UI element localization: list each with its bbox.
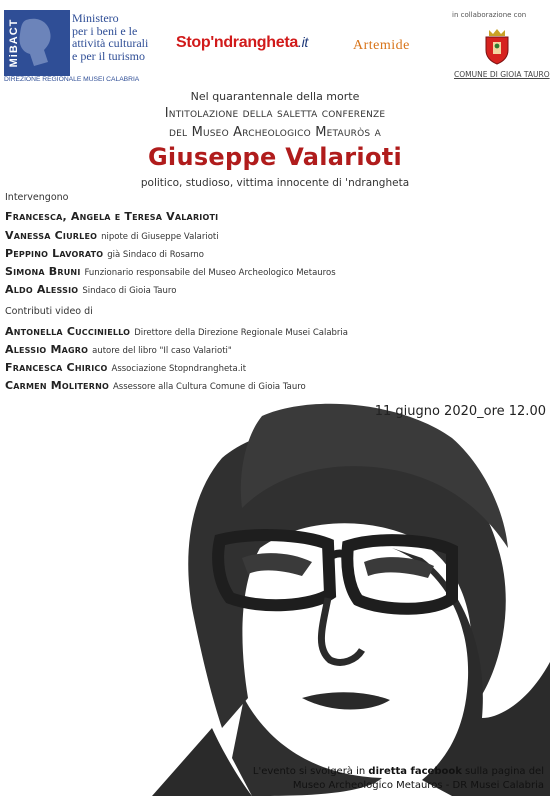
mibac-direction: DIREZIONE REGIONALE MUSEI CALABRIA (4, 76, 140, 83)
video-name: Francesca Chirico (5, 361, 108, 374)
speaker-name: Peppino Lavorato (5, 247, 104, 260)
mibac-line: e per il turismo (72, 48, 145, 63)
video-name: Carmen Moliterno (5, 379, 109, 392)
speaker-role: nipote di Giuseppe Valarioti (101, 232, 219, 242)
video-role: Associazione Stopndrangheta.it (111, 364, 247, 374)
comune-crest-icon (477, 26, 517, 66)
footer-bold: diretta facebook (368, 766, 462, 777)
footer-line-1 (253, 766, 544, 777)
speaker-row (5, 224, 219, 243)
comune-caption: COMUNE DI GIOIA TAURO (454, 70, 550, 79)
video-label: Contributi video di (5, 306, 93, 317)
speaker-name: Vanessa Ciurleo (5, 229, 98, 242)
video-row (5, 338, 232, 357)
mibac-line: Ministero (72, 11, 119, 25)
video-role: Assessore alla Cultura Comune di Gioia Tauro (112, 382, 306, 392)
speaker-name: Simona Bruni (5, 265, 81, 278)
speaker-row (5, 278, 176, 297)
stopndrangheta-logo (176, 34, 308, 52)
portrait-illustration (152, 398, 550, 796)
honoree-description: politico, studioso, vittima innocente di 'ndrangheta (140, 177, 410, 189)
video-row (5, 356, 246, 375)
mibac-vertical-mark: MiBACT (8, 18, 20, 68)
mibac-ministry-text (72, 12, 148, 62)
collaboration-label: in collaborazione con (452, 11, 527, 19)
video-row (5, 374, 306, 393)
speaker-role: già Sindaco di Rosarno (107, 250, 205, 260)
footer-pre: L'evento si svolgerà in (252, 766, 369, 777)
speaker-row (5, 260, 336, 279)
speaker-row (5, 205, 218, 224)
stop-logo-main: Stop'ndrangheta (176, 34, 298, 51)
speaker-role: Sindaco di Gioia Tauro (82, 286, 177, 296)
video-role: Direttore della Direzione Regionale Musei Calabria (134, 328, 348, 338)
mibac-line: per i beni e le (72, 23, 138, 38)
mibac-emblem (4, 10, 70, 76)
title-line-1: Intitolazione della saletta conferenze (164, 106, 386, 121)
title-line-2: del Museo Archeologico Metauròs a (169, 125, 381, 140)
artemide-logo: Artemide (353, 38, 410, 53)
mibac-line: attività culturali (72, 36, 149, 50)
video-name: Alessio Magro (5, 343, 89, 356)
footer-post: sulla pagina del (461, 766, 544, 777)
honoree-name: Giuseppe Valarioti (147, 143, 403, 171)
video-role: autore del libro "Il caso Valarioti" (92, 346, 232, 356)
speaker-row (5, 242, 204, 261)
video-row (5, 320, 348, 339)
footer-line-2: Museo Archeologico Metauros - DR Musei Calabria (292, 780, 544, 791)
speaker-role: Funzionario responsabile del Museo Archeologico Metauros (84, 268, 336, 278)
anniversary-line: Nel quarantennale della morte (190, 90, 360, 103)
speaker-name: Aldo Alessio (5, 283, 79, 296)
video-name: Antonella Cucciniello (5, 325, 131, 338)
event-date: 11 giugno 2020_ore 12.00 (374, 404, 546, 419)
stop-logo-suffix: .it (297, 34, 308, 50)
speakers-label: Intervengono (5, 192, 69, 203)
mibac-logo (4, 10, 164, 83)
speaker-name: Francesca, Angela e Teresa Valarioti (5, 210, 219, 223)
